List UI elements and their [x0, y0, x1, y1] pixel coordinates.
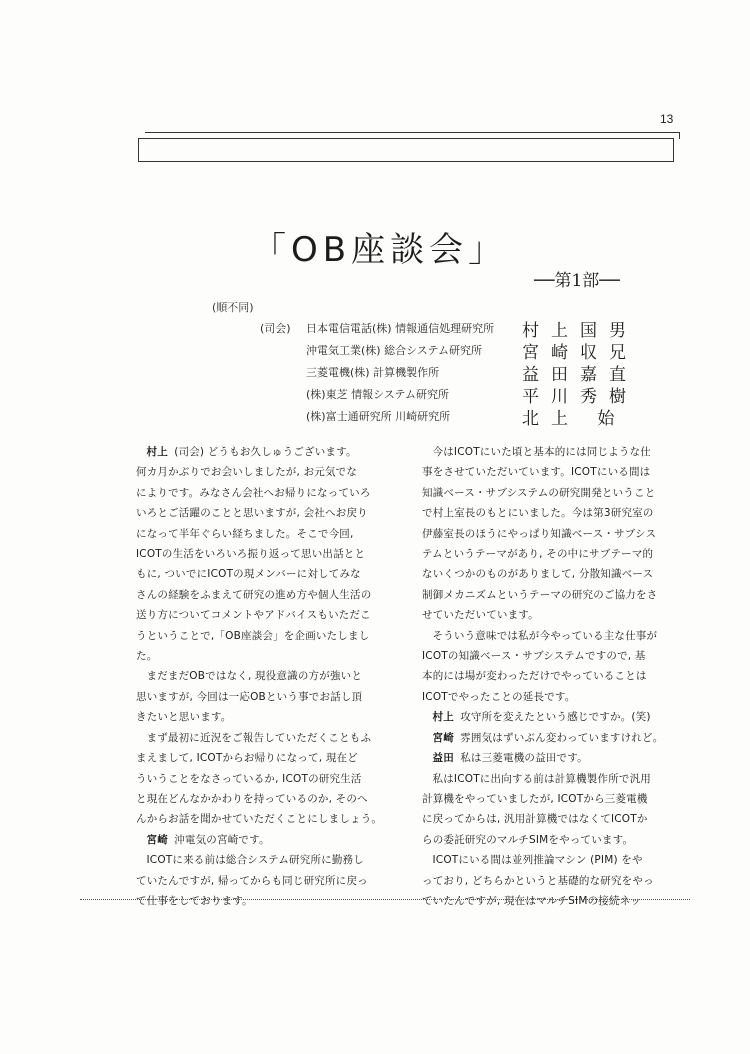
- text-line: [126, 646, 399, 666]
- text-line: [126, 809, 399, 829]
- line-text: んからお話を聞かせていただくことにしましょう。: [136, 813, 383, 826]
- line-text: て仕事をしております。: [136, 894, 253, 907]
- line-text: ていたんですが, 帰ってからも同じ研究所に戻っ: [136, 874, 368, 887]
- line-text: いろとご活躍のことと思いますが, 会社へお戻り: [136, 507, 368, 520]
- line-text: と現在どんなかかわりを持っているのか, そのへ: [136, 792, 368, 805]
- left-text-column: [136, 442, 398, 911]
- paragraph: [422, 748, 684, 768]
- paragraph: [422, 626, 684, 708]
- paragraph: [136, 666, 398, 727]
- article-subtitle: ──第1部──: [534, 271, 620, 291]
- text-line: [412, 544, 685, 564]
- text-line: [412, 646, 685, 666]
- right-text-column: [422, 442, 684, 911]
- text-line: [136, 666, 398, 686]
- text-line: [126, 871, 399, 891]
- text-line: [126, 524, 399, 544]
- line-text: まだまだOBではなく, 現役意識の方が強いと: [146, 670, 363, 683]
- line-text: ないくつかのものがありまして, 分散知識ベース: [422, 568, 654, 581]
- text-line: [126, 626, 399, 646]
- line-text: 雰囲気はずいぶん変わっていますけれど。: [460, 731, 664, 744]
- line-text: ICOTにいる間は並列推論マシン (PIM) をや: [432, 854, 643, 867]
- text-line: [126, 789, 399, 809]
- paragraph: [422, 442, 684, 626]
- text-line: [126, 687, 399, 707]
- participant-role: (司会): [260, 322, 291, 335]
- text-line: [412, 830, 685, 850]
- text-line: [412, 585, 685, 605]
- text-line: [422, 626, 684, 646]
- line-text: らの委託研究のマルチSIMをやっています。: [422, 833, 634, 846]
- text-line: [422, 728, 684, 748]
- participant-name: 益田嘉直: [522, 365, 638, 385]
- line-text: ういうことをなさっているか, ICOTの研究生活: [136, 772, 362, 785]
- line-text: (司会) どうもお久しゅうございます。: [174, 446, 357, 458]
- speaker-name: 村上: [146, 446, 168, 458]
- text-line: [126, 605, 399, 625]
- line-text: に戻ってからは, 汎用計算機ではなくてICOTか: [422, 813, 648, 826]
- participant-affiliation: 三菱電機(株) 計算機製作所: [306, 366, 440, 379]
- line-text: せていただいています。: [422, 609, 539, 622]
- participant-name: 宮崎収兄: [522, 343, 638, 363]
- text-line: [412, 483, 685, 503]
- text-line: [412, 809, 685, 829]
- page-number: 13: [660, 112, 674, 126]
- text-line: [422, 769, 684, 789]
- text-line: [422, 850, 684, 870]
- participant-affiliation: (株)富士通研究所 川崎研究所: [306, 410, 451, 423]
- line-text: そういう意味では私が今やっている主な仕事が: [432, 629, 658, 642]
- line-text: 何カ月かぶりでお会いしましたが, お元気でな: [136, 466, 358, 479]
- line-text: 今はICOTにいた頃と基本的には同じような仕: [432, 446, 652, 458]
- text-line: [422, 707, 684, 727]
- paragraph: [422, 769, 684, 851]
- text-line: [126, 891, 399, 911]
- footer-dotted-rule: [80, 899, 690, 900]
- text-line: [422, 442, 684, 462]
- speaker-name: 宮崎: [146, 833, 168, 846]
- line-text: で村上室長のもとにいました。今は第3研究室の: [422, 507, 654, 520]
- paragraph: [422, 850, 684, 911]
- text-line: [126, 503, 399, 523]
- text-line: [412, 687, 685, 707]
- line-text: 思いますが, 今回は一応OBという事でお話し頂: [136, 690, 363, 703]
- line-text: 私は三菱電機の益田です。: [460, 752, 588, 765]
- paragraph: [136, 442, 398, 666]
- text-line: [126, 585, 399, 605]
- line-text: きたいと思います。: [136, 711, 232, 724]
- line-text: 攻守所を変えたという感じですか。(笑): [460, 711, 651, 724]
- paragraph: [136, 850, 398, 911]
- participant-row: [250, 340, 680, 362]
- line-text: さんの経験をふまえて研究の進め方や個人生活の: [136, 588, 372, 601]
- text-line: [412, 605, 685, 625]
- text-line: [136, 850, 398, 870]
- paragraph: [136, 728, 398, 830]
- header-decorative-bar: [138, 138, 674, 162]
- line-text: になって半年ぐらい経ちました。そこで今回,: [136, 527, 354, 540]
- text-line: [412, 564, 685, 584]
- text-line: [412, 666, 685, 686]
- paragraph: [422, 707, 684, 727]
- line-text: ICOTに来る前は総合システム研究所に勤務し: [146, 854, 364, 867]
- participant-affiliation: 沖電気工業(株) 総合システム研究所: [306, 344, 482, 357]
- line-text: ICOTの知識ベース・サブシステムですので, 基: [422, 650, 646, 663]
- line-text: まず最初に近況をご報告していただくこともふ: [146, 731, 372, 744]
- line-text: 計算機をやっていましたが, ICOTから三菱電機: [422, 792, 648, 805]
- text-line: [126, 564, 399, 584]
- line-text: た。: [136, 650, 158, 663]
- line-text: ICOTの生活をいろいろ振り返って思い出話とと: [136, 548, 366, 561]
- line-text: 本的には場が変わっただけでやっていることは: [422, 670, 647, 683]
- line-text: 事をさせていただいています。ICOTにいる間は: [422, 466, 651, 479]
- text-line: [136, 442, 398, 462]
- participant-row: [250, 362, 680, 384]
- line-text: ICOTでやったことの延長です。: [422, 690, 576, 703]
- text-line: [126, 483, 399, 503]
- line-text: もに, ついでにICOTの現メンバーに対してみな: [136, 568, 361, 581]
- participant-row: [250, 318, 680, 340]
- line-text: 知識ベース・サブシステムの研究開発ということ: [422, 486, 656, 499]
- text-line: [126, 769, 399, 789]
- line-text: うということで,「OB座談会」を企画いたしまし: [136, 629, 370, 642]
- text-line: [412, 503, 685, 523]
- line-text: 私はICOTに出向する前は計算機製作所で汎用: [432, 772, 652, 785]
- text-line: [126, 462, 399, 482]
- speaker-name: 益田: [432, 752, 454, 765]
- text-line: [136, 728, 398, 748]
- line-text: 送り方についてコメントやアドバイスもいただこ: [136, 609, 371, 622]
- order-note: (順不同): [212, 301, 254, 314]
- participant-affiliation: (株)東芝 情報システム研究所: [306, 388, 449, 401]
- speaker-name: 宮崎: [432, 731, 454, 744]
- line-text: 沖電気の宮崎です。: [174, 833, 270, 846]
- participant-name: 北上 始: [522, 409, 627, 429]
- participant-name: 村上国男: [522, 321, 638, 341]
- participant-row: [250, 384, 680, 406]
- article-title: 「OB座談会」: [252, 230, 508, 270]
- paragraph: [136, 830, 398, 850]
- text-line: [412, 462, 685, 482]
- text-line: [126, 707, 399, 727]
- participant-affiliation: 日本電信電話(株) 情報通信処理研究所: [306, 322, 495, 335]
- text-line: [422, 748, 684, 768]
- line-text: っており, どちらかというと基礎的な研究をやっ: [422, 874, 654, 887]
- line-text: ていたんですが, 現在はマルチSIMの接続ネッ: [422, 894, 642, 907]
- participant-list: [250, 318, 680, 428]
- line-text: 制御メカニズムというテーマの研究のご協力をさ: [422, 588, 658, 601]
- text-line: [126, 544, 399, 564]
- line-text: テムというテーマがあり, その中にサブテーマ的: [422, 548, 654, 561]
- text-line: [136, 830, 398, 850]
- text-line: [126, 748, 399, 768]
- speaker-name: 村上: [432, 711, 454, 724]
- line-text: まえまして, ICOTからお帰りになって, 現在ど: [136, 752, 358, 765]
- text-line: [412, 789, 685, 809]
- participant-row: [250, 406, 680, 428]
- paragraph: [422, 728, 684, 748]
- text-line: [412, 524, 685, 544]
- participant-name: 平川秀樹: [522, 387, 638, 407]
- line-text: によりです。みなさん会社へお帰りになっていろ: [136, 486, 371, 499]
- text-line: [412, 891, 685, 911]
- line-text: 伊藤室長のほうにやっぱり知識ベース・サブシス: [422, 527, 657, 540]
- text-line: [412, 871, 685, 891]
